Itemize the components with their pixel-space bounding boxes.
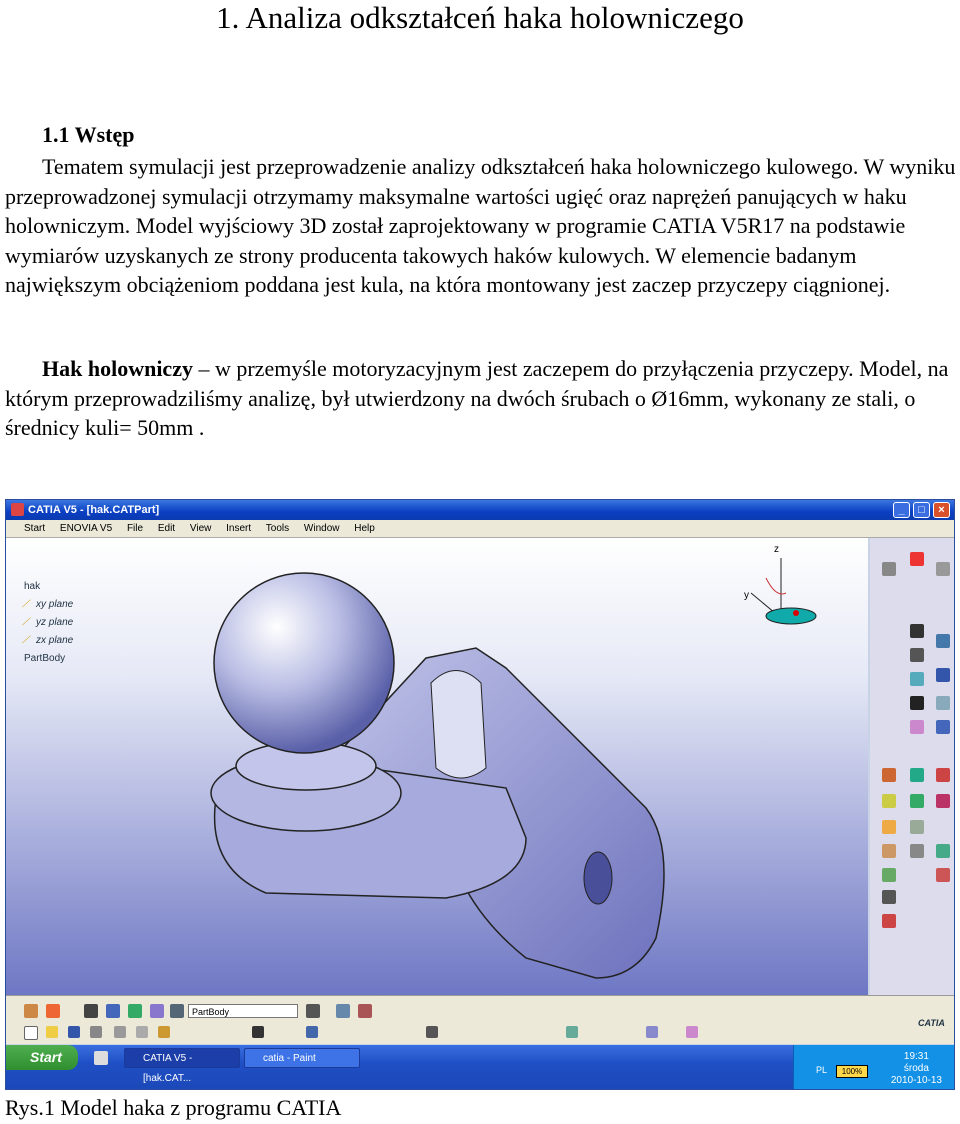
- term-hak-holowniczy: Hak holowniczy: [42, 356, 193, 381]
- tool-icon[interactable]: [306, 1026, 318, 1038]
- tool-icon[interactable]: [882, 768, 896, 782]
- tool-icon[interactable]: [106, 1004, 120, 1018]
- paragraph-definition: [5, 354, 957, 443]
- tool-icon[interactable]: [910, 844, 924, 858]
- maximize-icon[interactable]: □: [913, 502, 930, 518]
- bottom-toolbar: [6, 995, 954, 1044]
- system-tray: [793, 1045, 954, 1090]
- window-titlebar: [6, 500, 954, 520]
- cube-view-icon[interactable]: [566, 1026, 578, 1038]
- paragraph-intro: [5, 152, 957, 300]
- section-heading: 1.1 Wstęp: [42, 122, 135, 147]
- page-heading: 1. Analiza odkształceń haka holowniczego: [216, 0, 744, 35]
- tool-icon[interactable]: [882, 890, 896, 904]
- tool-icon[interactable]: [936, 668, 950, 682]
- tool-icon[interactable]: [936, 562, 950, 576]
- minimize-icon[interactable]: _: [893, 502, 910, 518]
- clock-date: 2010-10-13: [890, 1075, 942, 1086]
- tool-icon[interactable]: [426, 1026, 438, 1038]
- catia-logo: CATIA: [918, 1018, 945, 1028]
- save-icon[interactable]: [68, 1026, 80, 1038]
- partbody-select[interactable]: PartBody: [188, 1004, 298, 1018]
- new-file-icon[interactable]: [24, 1026, 38, 1040]
- tool-icon[interactable]: [936, 794, 950, 808]
- menu-enovia[interactable]: ENOVIA V5: [59, 523, 113, 534]
- axis-y-label: y: [744, 590, 749, 601]
- bolt-hole: [584, 852, 612, 904]
- paragraph-definition-text: – w przemyśle motoryzacyjnym jest zaczepem do przyłączenia przyczepy. Model, na którym przeprowadziliśmy analizę, był utwierdzony na dwóch śrubach o Ø16mm, wykonany ze stali, o średnicy kuli= 50mm .: [5, 356, 949, 440]
- clock: [891, 1051, 942, 1087]
- tree-item-partbody[interactable]: PartBody: [24, 653, 66, 664]
- tool-icon[interactable]: [936, 696, 950, 710]
- tow-ball: [214, 573, 394, 753]
- tool-icon[interactable]: [882, 844, 896, 858]
- tool-icon[interactable]: [936, 720, 950, 734]
- tool-icon[interactable]: [936, 868, 950, 882]
- tool-icon[interactable]: [150, 1004, 164, 1018]
- tool-icon[interactable]: [686, 1026, 698, 1038]
- quick-launch-icon[interactable]: [94, 1051, 108, 1065]
- tool-icon[interactable]: [910, 720, 924, 734]
- paste-icon[interactable]: [158, 1026, 170, 1038]
- paragraph-intro-text: Tematem symulacji jest przeprowadzenie analizy odkształceń haka holowniczego kulowego. W wyniku przeprowadzonej symulacji otrzymamy maksymalne wartości ugięć oraz naprężeń panujących w haku holowniczym. Model wyjściowy 3D został zaprojektowany w programie CATIA V5R17 na podstawie wymiarów uzyskanych ze strony producenta takowych haków kulowych. W elemencie badanym największym obciążeniom poddana jest kula, na która montowany jest zaczep przyczepy ciągnionej.: [5, 154, 956, 297]
- tool-icon[interactable]: [882, 794, 896, 808]
- menu-bar: [6, 520, 954, 538]
- close-icon[interactable]: ×: [933, 502, 950, 518]
- tree-root[interactable]: hak: [24, 581, 41, 592]
- cut-icon[interactable]: [114, 1026, 126, 1038]
- clock-time: 19:31: [903, 1051, 929, 1062]
- tool-icon[interactable]: [128, 1004, 142, 1018]
- language-indicator[interactable]: PL: [816, 1065, 828, 1075]
- tool-icon[interactable]: [306, 1004, 320, 1018]
- task-paint[interactable]: catia - Paint: [244, 1048, 360, 1068]
- tow-hook-model: [6, 538, 868, 995]
- tree-item-xy-plane[interactable]: ⟋ xy plane: [10, 596, 73, 614]
- task-catia[interactable]: CATIA V5 - [hak.CAT...: [124, 1048, 240, 1068]
- right-toolbar: [870, 538, 955, 995]
- catia-app-icon: [11, 503, 24, 516]
- tool-icon[interactable]: [24, 1004, 38, 1018]
- tool-icon[interactable]: [46, 1004, 60, 1018]
- tool-icon[interactable]: [910, 794, 924, 808]
- tool-icon[interactable]: [910, 696, 924, 710]
- windows-taskbar: [6, 1045, 954, 1090]
- menu-file[interactable]: File: [126, 523, 144, 534]
- menu-tools[interactable]: Tools: [265, 523, 290, 534]
- menu-view[interactable]: View: [189, 523, 212, 534]
- tool-icon[interactable]: [882, 868, 896, 882]
- open-folder-icon[interactable]: [46, 1026, 58, 1038]
- menu-edit[interactable]: Edit: [157, 523, 176, 534]
- print-icon[interactable]: [90, 1026, 102, 1038]
- tree-item-zx-plane[interactable]: ⟋ zx plane: [10, 632, 73, 650]
- tool-icon[interactable]: [84, 1004, 98, 1018]
- tool-icon[interactable]: [936, 844, 950, 858]
- tool-icon[interactable]: [882, 914, 896, 928]
- compass-widget: [751, 558, 816, 624]
- menu-window[interactable]: Window: [303, 523, 340, 534]
- catia-window-figure: [5, 499, 955, 1090]
- tool-icon[interactable]: [910, 648, 924, 662]
- tool-icon[interactable]: [910, 672, 924, 686]
- tool-icon[interactable]: [882, 820, 896, 834]
- menu-start[interactable]: Start: [24, 523, 46, 534]
- figure-caption: Rys.1 Model haka z programu CATIA: [5, 1095, 342, 1120]
- zoom-indicator: 100%: [836, 1065, 868, 1078]
- formula-icon[interactable]: [252, 1026, 264, 1038]
- tool-icon[interactable]: [910, 624, 924, 638]
- tool-icon[interactable]: [336, 1004, 350, 1018]
- tree-item-yz-plane[interactable]: ⟋ yz plane: [10, 614, 73, 632]
- tool-icon[interactable]: [170, 1004, 184, 1018]
- tool-icon[interactable]: [910, 820, 924, 834]
- clock-day: środa: [903, 1063, 929, 1074]
- tool-icon[interactable]: [882, 562, 896, 576]
- menu-help[interactable]: Help: [354, 523, 375, 534]
- tool-icon[interactable]: [358, 1004, 372, 1018]
- tool-icon[interactable]: [646, 1026, 658, 1038]
- axis-z-label: z: [774, 544, 779, 555]
- select-arrow-icon[interactable]: [910, 552, 924, 566]
- bracket-slot: [431, 671, 486, 779]
- tool-icon[interactable]: [936, 768, 950, 782]
- 3d-viewport[interactable]: [6, 538, 868, 995]
- menu-insert[interactable]: Insert: [226, 523, 252, 534]
- start-button[interactable]: Start: [6, 1045, 78, 1070]
- tool-icon[interactable]: [936, 634, 950, 648]
- tool-icon[interactable]: [910, 768, 924, 782]
- copy-icon[interactable]: [136, 1026, 148, 1038]
- window-title: CATIA V5 - [hak.CATPart]: [28, 504, 160, 516]
